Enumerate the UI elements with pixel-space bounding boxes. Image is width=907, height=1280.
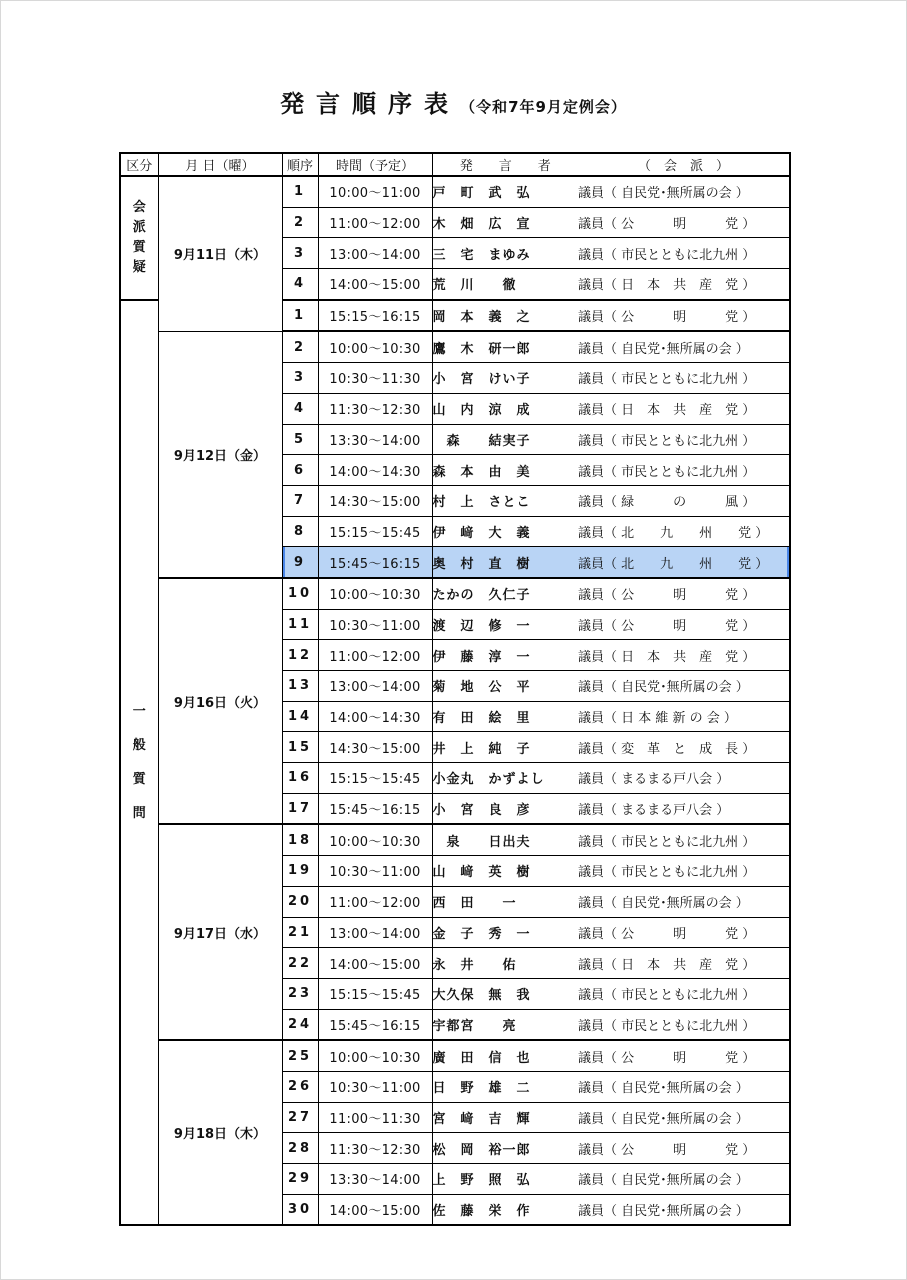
time-slot: 10:30～11:00 <box>318 609 432 640</box>
speaker-name: 鷹 木 研一郎 <box>432 331 578 362</box>
speaker-name: 永 井 佑 <box>432 948 578 979</box>
time-slot: 14:00～14:30 <box>318 701 432 732</box>
speaker-name: 荒 川 徹 <box>432 269 578 300</box>
time-slot: 11:00～12:00 <box>318 886 432 917</box>
speaker-faction: 議員（ 自民党･無所属の会 ） <box>578 1071 790 1102</box>
time-slot: 14:30～15:00 <box>318 732 432 763</box>
time-slot: 10:00～10:30 <box>318 1040 432 1071</box>
time-slot: 15:15～16:15 <box>318 300 432 332</box>
speaker-name: 廣 田 信 也 <box>432 1040 578 1071</box>
date-cell: 9月12日（金） <box>158 331 282 578</box>
speaker-name: 小 宮 良 彦 <box>432 793 578 824</box>
speaker-name: たかの 久仁子 <box>432 578 578 609</box>
order-number: 5 <box>282 424 318 455</box>
speaker-faction: 議員（ 自民党･無所属の会 ） <box>578 671 790 702</box>
speaker-faction: 議員（ 市民とともに北九州 ） <box>578 856 790 887</box>
time-slot: 15:15～15:45 <box>318 763 432 794</box>
speaker-faction: 議員（ 市民とともに北九州 ） <box>578 424 790 455</box>
speaker-name: 小金丸 かずよし <box>432 763 578 794</box>
speaker-faction: 議員（ 変 革 と 成 長 ） <box>578 732 790 763</box>
time-slot: 11:00～12:00 <box>318 207 432 238</box>
time-slot: 11:00～11:30 <box>318 1102 432 1133</box>
speaker-faction: 議員（ 公 明 党 ） <box>578 1040 790 1071</box>
order-number: 17 <box>282 793 318 824</box>
order-number: 27 <box>282 1102 318 1133</box>
order-number: 24 <box>282 1009 318 1040</box>
speaker-faction: 議員（ 市民とともに北九州 ） <box>578 238 790 269</box>
speaker-name: 大久保 無 我 <box>432 978 578 1009</box>
time-slot: 14:00～14:30 <box>318 455 432 486</box>
order-number: 12 <box>282 640 318 671</box>
order-number: 3 <box>282 238 318 269</box>
order-number: 3 <box>282 363 318 394</box>
time-slot: 14:00～15:00 <box>318 1194 432 1225</box>
order-number: 2 <box>282 207 318 238</box>
page-title <box>0 84 907 119</box>
speaker-faction: 議員（ 市民とともに北九州 ） <box>578 455 790 486</box>
speaker-name: 木 畑 広 宣 <box>432 207 578 238</box>
speaker-name: 山 内 涼 成 <box>432 393 578 424</box>
time-slot: 10:30～11:30 <box>318 363 432 394</box>
time-slot: 15:45～16:15 <box>318 547 432 578</box>
header-category: 区分 <box>120 153 158 176</box>
speaker-name: 小 宮 けい子 <box>432 363 578 394</box>
speaker-faction: 議員（ 自民党･無所属の会 ） <box>578 1194 790 1225</box>
order-number: 28 <box>282 1133 318 1164</box>
speaker-faction: 議員（ 市民とともに北九州 ） <box>578 1009 790 1040</box>
speaker-faction: 議員（ 日 本 維 新 の 会 ） <box>578 701 790 732</box>
date-cell: 9月11日（木） <box>158 176 282 331</box>
date-cell: 9月17日（水） <box>158 824 282 1040</box>
order-number: 2 <box>282 331 318 362</box>
speaker-faction: 議員（ 自民党･無所属の会 ） <box>578 1102 790 1133</box>
speaker-faction: 議員（ 日 本 共 産 党 ） <box>578 393 790 424</box>
speaker-faction: 議員（ 公 明 党 ） <box>578 207 790 238</box>
speaking-order-table <box>119 152 791 1226</box>
time-slot: 15:15～15:45 <box>318 516 432 547</box>
table-row <box>120 824 790 855</box>
speaker-name: 有 田 絵 里 <box>432 701 578 732</box>
speaker-name: 宮 﨑 吉 輝 <box>432 1102 578 1133</box>
order-number: 16 <box>282 763 318 794</box>
time-slot: 10:30～11:00 <box>318 1071 432 1102</box>
order-number: 29 <box>282 1164 318 1195</box>
header-speaker: 発 言 者 <box>432 153 578 176</box>
order-number: 20 <box>282 886 318 917</box>
order-number: 7 <box>282 485 318 516</box>
time-slot: 11:30～12:30 <box>318 393 432 424</box>
order-number: 4 <box>282 269 318 300</box>
table-row <box>120 176 790 207</box>
time-slot: 10:00～10:30 <box>318 331 432 362</box>
time-slot: 10:30～11:00 <box>318 856 432 887</box>
speaker-name: 奥 村 直 樹 <box>432 547 578 578</box>
speaker-name: 森 結実子 <box>432 424 578 455</box>
speaker-name: 伊 﨑 大 義 <box>432 516 578 547</box>
order-number: 25 <box>282 1040 318 1071</box>
time-slot: 11:30～12:30 <box>318 1133 432 1164</box>
table-header-row <box>120 153 790 176</box>
order-number: 15 <box>282 732 318 763</box>
order-number: 21 <box>282 917 318 948</box>
order-number: 6 <box>282 455 318 486</box>
time-slot: 10:00～11:00 <box>318 176 432 207</box>
order-number: 10 <box>282 578 318 609</box>
speaker-faction: 議員（ 日 本 共 産 党 ） <box>578 948 790 979</box>
category-faction-question: 会 派 質 疑 <box>120 176 158 300</box>
speaker-faction: 議員（ 日 本 共 産 党 ） <box>578 269 790 300</box>
order-number: 1 <box>282 300 318 332</box>
speaker-name: 松 岡 裕一郎 <box>432 1133 578 1164</box>
table-row <box>120 578 790 609</box>
speaker-faction: 議員（ まるまる戸八会 ） <box>578 763 790 794</box>
speaker-name: 渡 辺 修 一 <box>432 609 578 640</box>
order-number: 4 <box>282 393 318 424</box>
speaker-faction: 議員（ 公 明 党 ） <box>578 609 790 640</box>
header-time: 時間（予定） <box>318 153 432 176</box>
order-number: 11 <box>282 609 318 640</box>
speaker-faction: 議員（ 自民党･無所属の会 ） <box>578 176 790 207</box>
speaker-name: 岡 本 義 之 <box>432 300 578 332</box>
table-row <box>120 331 790 362</box>
speaker-faction: 議員（ 市民とともに北九州 ） <box>578 824 790 855</box>
time-slot: 10:00～10:30 <box>318 824 432 855</box>
speaker-faction: 議員（ まるまる戸八会 ） <box>578 793 790 824</box>
time-slot: 13:00～14:00 <box>318 671 432 702</box>
speaker-faction: 議員（ 北 九 州 党 ） <box>578 516 790 547</box>
speaker-faction: 議員（ 公 明 党 ） <box>578 1133 790 1164</box>
speaker-name: 井 上 純 子 <box>432 732 578 763</box>
speaker-faction: 議員（ 公 明 党 ） <box>578 300 790 332</box>
time-slot: 13:30～14:00 <box>318 1164 432 1195</box>
speaker-name: 西 田 一 <box>432 886 578 917</box>
speaker-faction: 議員（ 市民とともに北九州 ） <box>578 978 790 1009</box>
speaker-name: 泉 日出夫 <box>432 824 578 855</box>
header-date: 月 日（曜） <box>158 153 282 176</box>
speaker-name: 宇都宮 亮 <box>432 1009 578 1040</box>
title-session: （令和7年9月定例会） <box>460 98 627 116</box>
time-slot: 15:45～16:15 <box>318 793 432 824</box>
speaker-faction: 議員（ 自民党･無所属の会 ） <box>578 886 790 917</box>
speaker-name: 山 﨑 英 樹 <box>432 856 578 887</box>
order-number: 13 <box>282 671 318 702</box>
time-slot: 15:45～16:15 <box>318 1009 432 1040</box>
time-slot: 14:00～15:00 <box>318 269 432 300</box>
table-row <box>120 1040 790 1071</box>
speaker-faction: 議員（ 日 本 共 産 党 ） <box>578 640 790 671</box>
speaker-faction: 議員（ 自民党･無所属の会 ） <box>578 331 790 362</box>
date-cell: 9月16日（火） <box>158 578 282 825</box>
order-number: 1 <box>282 176 318 207</box>
speaker-name: 佐 藤 栄 作 <box>432 1194 578 1225</box>
header-faction: （ 会 派 ） <box>578 153 790 176</box>
speaker-name: 森 本 由 美 <box>432 455 578 486</box>
time-slot: 13:00～14:00 <box>318 917 432 948</box>
speaker-name: 菊 地 公 平 <box>432 671 578 702</box>
date-cell: 9月18日（木） <box>158 1040 282 1225</box>
speaker-name: 三 宅 まゆみ <box>432 238 578 269</box>
order-number: 8 <box>282 516 318 547</box>
speaker-faction: 議員（ 公 明 党 ） <box>578 917 790 948</box>
order-number: 26 <box>282 1071 318 1102</box>
time-slot: 14:00～15:00 <box>318 948 432 979</box>
time-slot: 13:00～14:00 <box>318 238 432 269</box>
order-number: 14 <box>282 701 318 732</box>
speaker-name: 上 野 照 弘 <box>432 1164 578 1195</box>
time-slot: 14:30～15:00 <box>318 485 432 516</box>
time-slot: 11:00～12:00 <box>318 640 432 671</box>
category-general-question: 一 般 質 問 <box>120 300 158 1226</box>
order-number: 19 <box>282 856 318 887</box>
speaker-name: 伊 藤 淳 一 <box>432 640 578 671</box>
order-number: 18 <box>282 824 318 855</box>
speaker-name: 日 野 雄 二 <box>432 1071 578 1102</box>
time-slot: 10:00～10:30 <box>318 578 432 609</box>
time-slot: 13:30～14:00 <box>318 424 432 455</box>
speaker-name: 村 上 さとこ <box>432 485 578 516</box>
speaker-name: 金 子 秀 一 <box>432 917 578 948</box>
speaker-faction: 議員（ 公 明 党 ） <box>578 578 790 609</box>
order-number: 30 <box>282 1194 318 1225</box>
speaker-name: 戸 町 武 弘 <box>432 176 578 207</box>
order-number: 23 <box>282 978 318 1009</box>
speaker-faction: 議員（ 市民とともに北九州 ） <box>578 363 790 394</box>
title-main: 発言順序表 <box>280 90 461 118</box>
speaker-faction: 議員（ 緑 の 風 ） <box>578 485 790 516</box>
speaker-faction: 議員（ 北 九 州 党 ） <box>578 547 790 578</box>
time-slot: 15:15～15:45 <box>318 978 432 1009</box>
speaker-faction: 議員（ 自民党･無所属の会 ） <box>578 1164 790 1195</box>
header-order: 順序 <box>282 153 318 176</box>
order-number: 22 <box>282 948 318 979</box>
order-number: 9 <box>282 547 318 578</box>
